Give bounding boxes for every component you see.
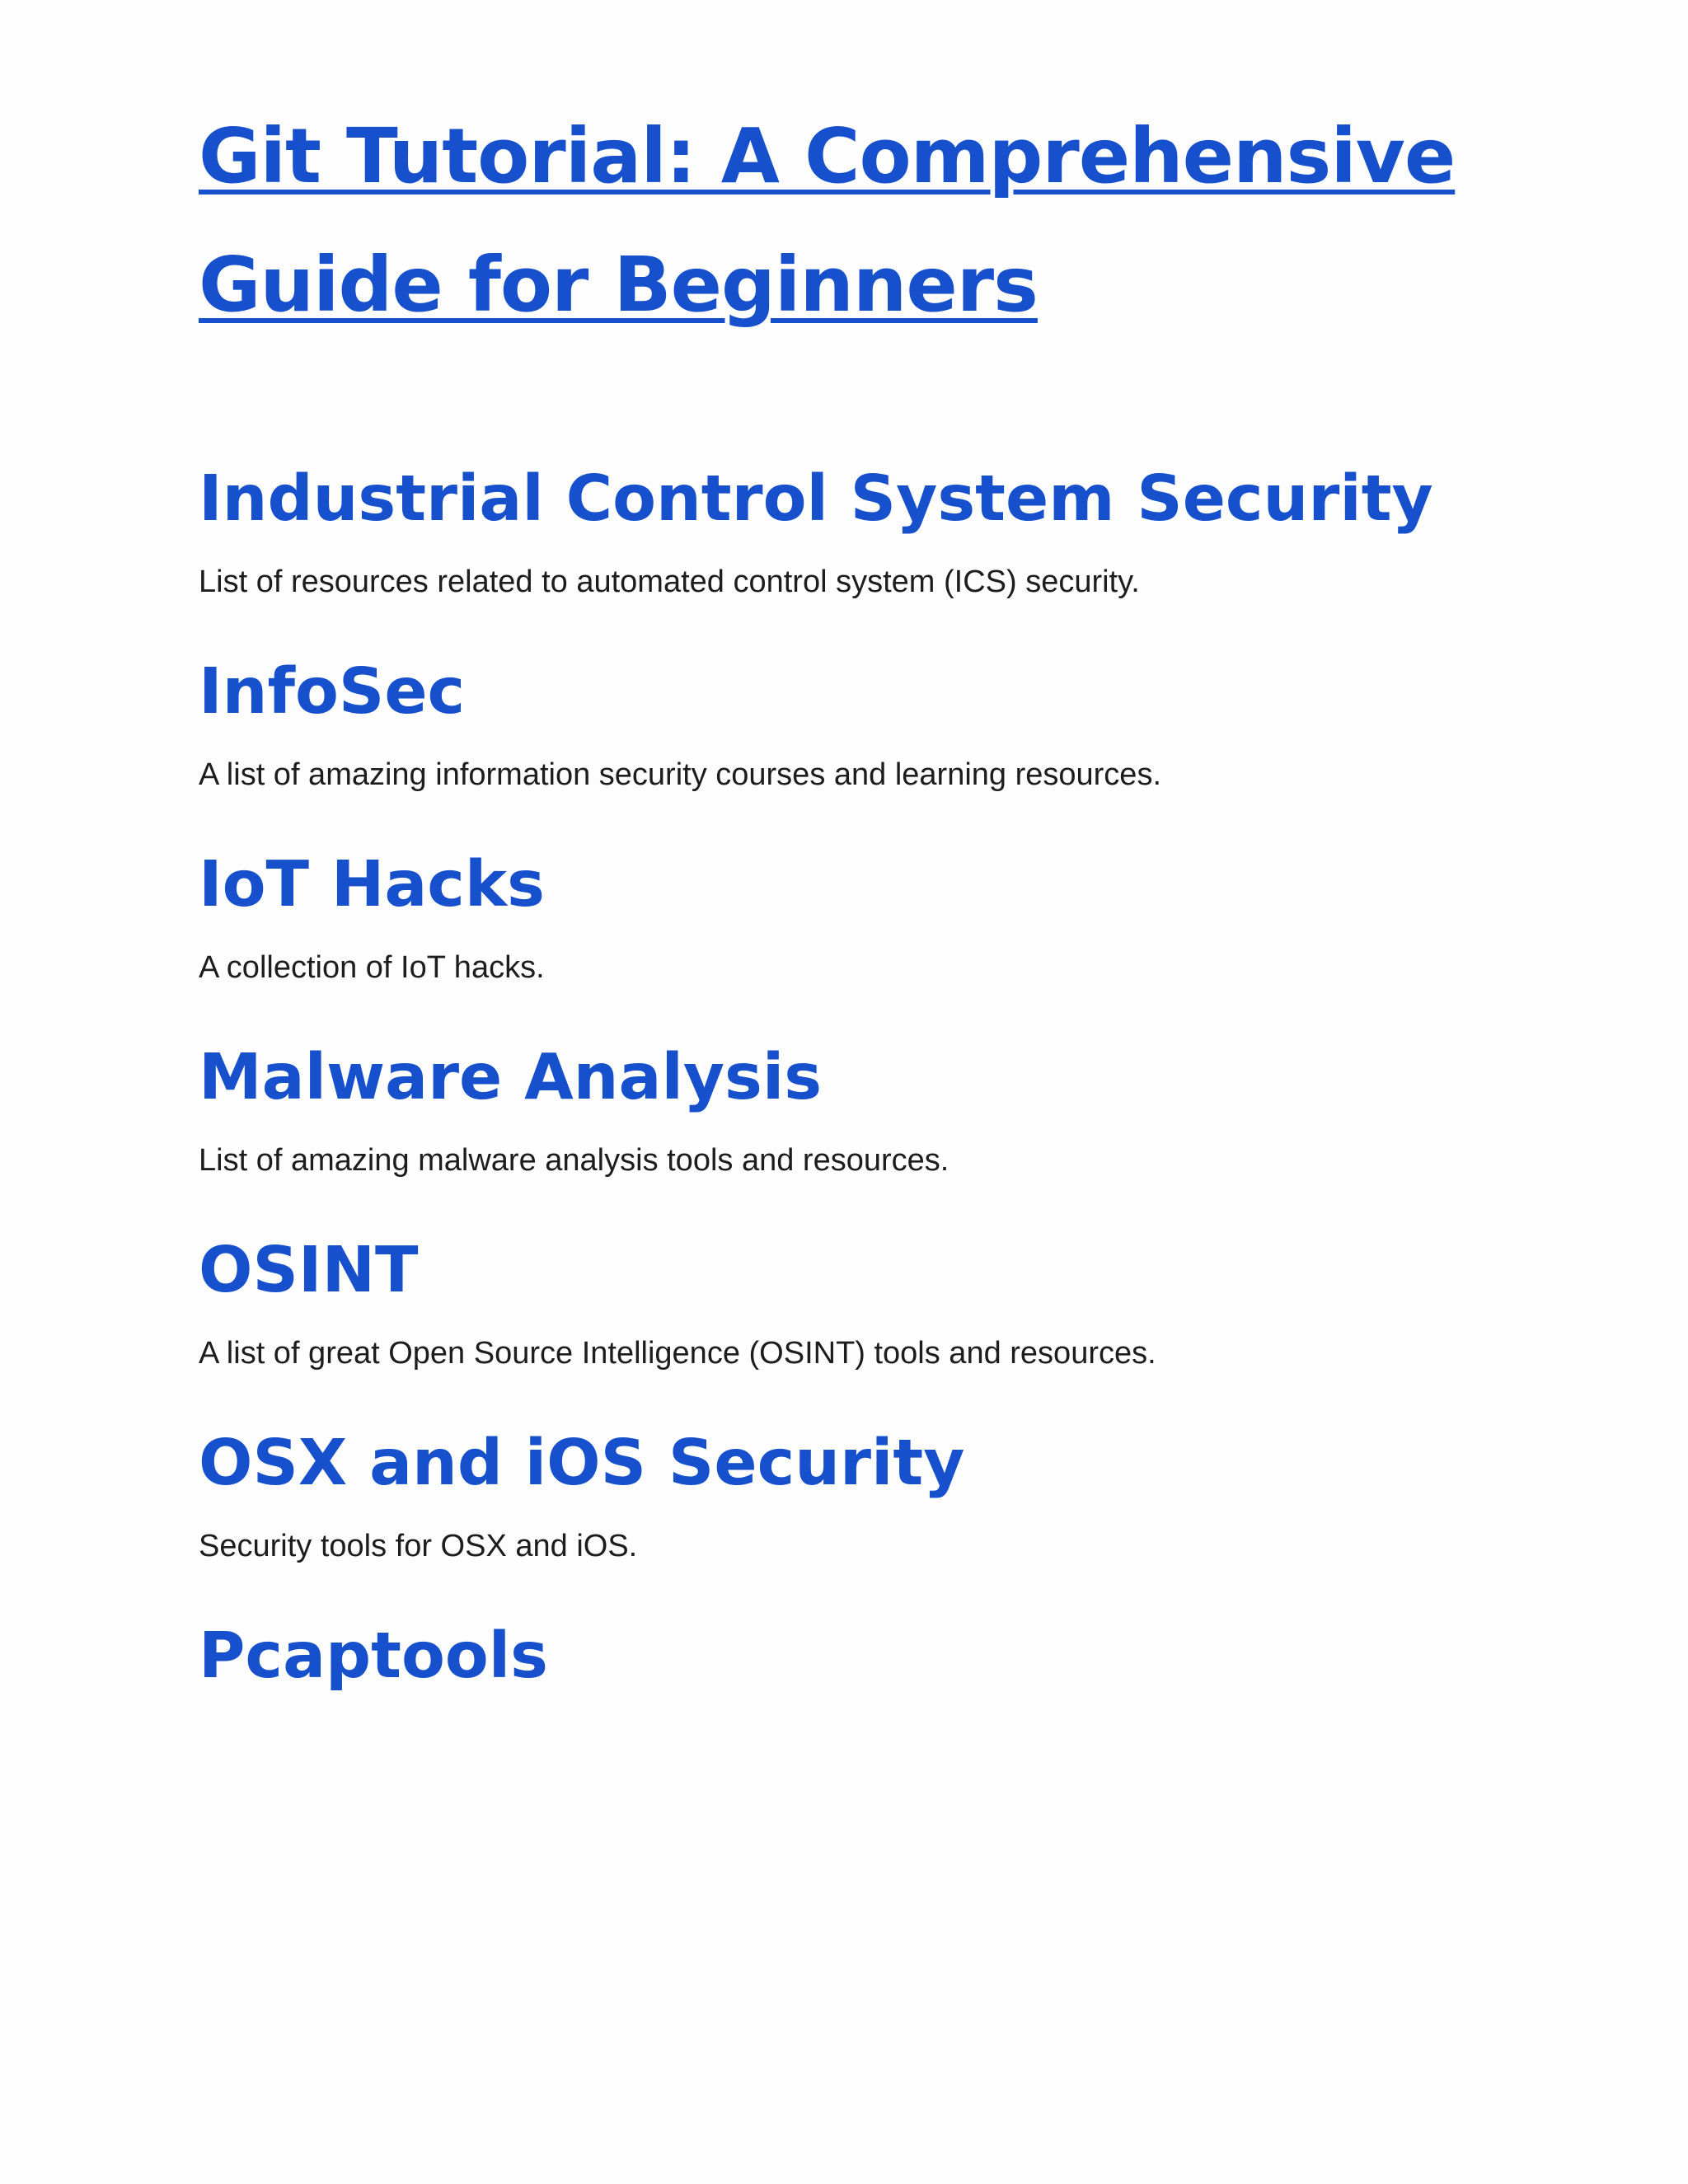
section-heading: OSINT	[199, 1234, 419, 1307]
section-heading: Malware Analysis	[199, 1041, 823, 1114]
section-description: A list of amazing information security courses and learning resources.	[199, 757, 1161, 792]
section-osx-ios-security	[199, 1419, 1534, 1569]
section-pcaptools	[199, 1612, 1534, 1701]
article-content	[199, 92, 1534, 1701]
section-description: A collection of IoT hacks.	[199, 950, 545, 985]
section-infosec	[199, 648, 1534, 798]
section-heading: IoT Hacks	[199, 848, 545, 921]
section-list	[199, 455, 1534, 1701]
article-title-link[interactable]: Git Tutorial: A Comprehensive Guide for Beginners	[199, 112, 1456, 329]
section-osint	[199, 1226, 1534, 1376]
section-description: List of amazing malware analysis tools and resources.	[199, 1143, 950, 1178]
section-description: A list of great Open Source Intelligence (OSINT) tools and resources.	[199, 1336, 1156, 1371]
section-heading: Pcaptools	[199, 1619, 548, 1693]
section-description: Security tools for OSX and iOS.	[199, 1529, 638, 1563]
section-heading: InfoSec	[199, 655, 466, 729]
section-ics-security	[199, 455, 1534, 605]
section-description: List of resources related to automated control system (ICS) security.	[199, 565, 1140, 599]
section-heading: OSX and iOS Security	[199, 1427, 965, 1500]
section-malware-analysis	[199, 1033, 1534, 1183]
section-iot-hacks	[199, 841, 1534, 991]
section-heading: Industrial Control System Security	[199, 462, 1433, 536]
